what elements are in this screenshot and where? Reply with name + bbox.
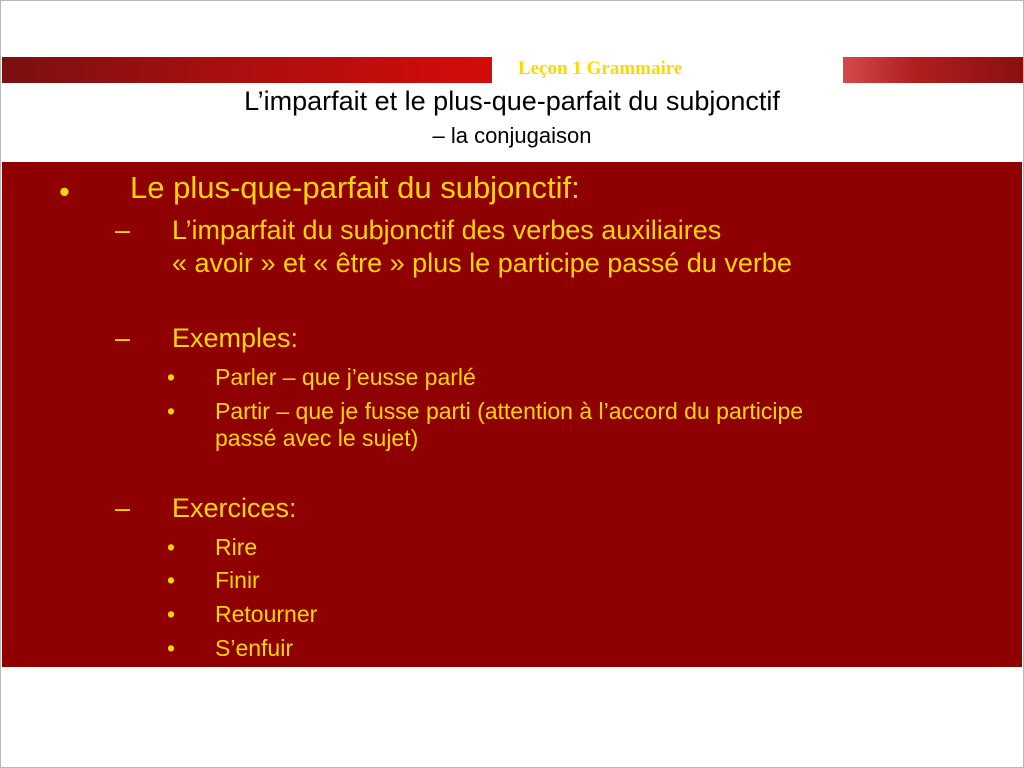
exercise-item: Rire	[215, 534, 258, 560]
definition-line-2: « avoir » et « être » plus le participe passé du verbe	[172, 248, 792, 278]
exercises-dash-icon: –	[115, 493, 131, 523]
exercise-item: Finir	[215, 567, 260, 593]
example-item-continued: passé avec le sujet)	[215, 425, 419, 451]
example-item: Parler – que j’eusse parlé	[215, 364, 476, 390]
content-panel	[2, 162, 1022, 667]
exercise-bullet-icon: •	[167, 534, 176, 560]
exercise-item: Retourner	[215, 601, 318, 627]
exercise-bullet-icon: •	[167, 635, 176, 661]
main-bullet-text: Le plus-que-parfait du subjonctif:	[130, 170, 580, 205]
exercise-item: S’enfuir	[215, 635, 293, 661]
header-band-left	[2, 57, 492, 83]
lesson-label: Leçon 1 Grammaire	[518, 58, 683, 79]
main-bullet-icon: •	[59, 174, 70, 209]
examples-dash-icon: –	[115, 323, 131, 353]
definition-dash-icon: –	[115, 215, 131, 245]
exercise-bullet-icon: •	[167, 601, 176, 627]
slide-subtitle: – la conjugaison	[432, 123, 592, 148]
definition-line-1: L’imparfait du subjonctif des verbes auxiliaires	[172, 215, 722, 245]
example-item: Partir – que je fusse parti (attention à l’accord du participe	[215, 398, 804, 424]
examples-heading: Exemples:	[172, 323, 299, 353]
header-band-right	[843, 57, 1023, 83]
example-bullet-icon: •	[167, 398, 176, 424]
slide-title: L’imparfait et le plus-que-parfait du subjonctif	[244, 86, 780, 116]
exercise-bullet-icon: •	[167, 567, 176, 593]
example-bullet-icon: •	[167, 364, 176, 390]
exercises-heading: Exercices:	[172, 493, 297, 523]
